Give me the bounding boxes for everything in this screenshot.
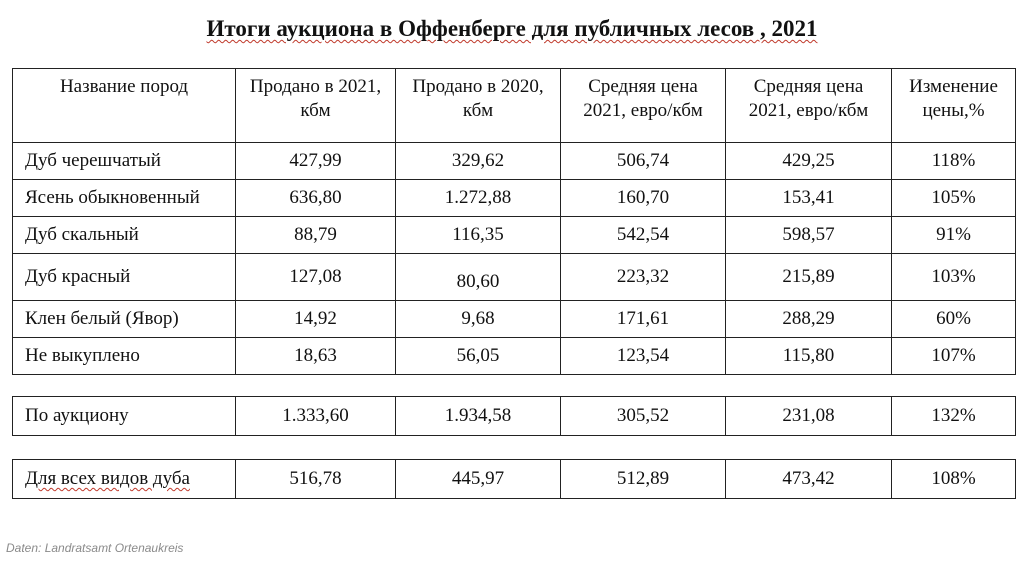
- cell-total-label: Для всех видов дуба: [13, 460, 236, 499]
- cell-avg-price-b: 231,08: [726, 397, 892, 436]
- cell-species: Дуб красный: [13, 254, 236, 301]
- auction-results-table: [12, 68, 1016, 375]
- cell-avg-price-a: 542,54: [561, 217, 726, 254]
- cell-sold-2021: 88,79: [236, 217, 396, 254]
- cell-sold-2021: 427,99: [236, 143, 396, 180]
- cell-price-change: 132%: [892, 397, 1016, 436]
- cell-price-change: 103%: [892, 254, 1016, 301]
- cell-avg-price-b: 429,25: [726, 143, 892, 180]
- cell-price-change: 118%: [892, 143, 1016, 180]
- cell-price-change: 108%: [892, 460, 1016, 499]
- table-row: [13, 180, 1016, 217]
- cell-price-change: 60%: [892, 301, 1016, 338]
- header-price-change: Изменение цены,%: [892, 69, 1016, 143]
- table-row: [13, 254, 1016, 301]
- cell-avg-price-b: 115,80: [726, 338, 892, 375]
- cell-sold-2020: 56,05: [396, 338, 561, 375]
- cell-avg-price-a: 223,32: [561, 254, 726, 301]
- header-species: Название пород: [13, 69, 236, 143]
- cell-avg-price-a: 512,89: [561, 460, 726, 499]
- source-caption: Daten: Landratsamt Ortenaukreis: [6, 541, 184, 555]
- table-row: [13, 143, 1016, 180]
- cell-sold-2020: 1.272,88: [396, 180, 561, 217]
- cell-sold-2020: 445,97: [396, 460, 561, 499]
- cell-sold-2020: 116,35: [396, 217, 561, 254]
- header-sold-2020: Продано в 2020, кбм: [396, 69, 561, 143]
- cell-avg-price-a: 123,54: [561, 338, 726, 375]
- cell-sold-2020: 9,68: [396, 301, 561, 338]
- cell-price-change: 105%: [892, 180, 1016, 217]
- table-row: [13, 338, 1016, 375]
- table-row: [13, 217, 1016, 254]
- header-sold-2021: Продано в 2021, кбм: [236, 69, 396, 143]
- cell-avg-price-a: 171,61: [561, 301, 726, 338]
- oak-total-row: [13, 460, 1016, 499]
- cell-avg-price-b: 153,41: [726, 180, 892, 217]
- cell-sold-2020: 80,60: [396, 254, 561, 301]
- oak-total-table: [12, 459, 1016, 499]
- auction-total-row: [13, 397, 1016, 436]
- cell-species: Ясень обыкновенный: [13, 180, 236, 217]
- cell-species: Не выкуплено: [13, 338, 236, 375]
- page-title: Итоги аукциона в Оффенберге для публичных лесов , 2021: [206, 16, 818, 41]
- cell-avg-price-a: 506,74: [561, 143, 726, 180]
- cell-avg-price-b: 598,57: [726, 217, 892, 254]
- cell-sold-2021: 516,78: [236, 460, 396, 499]
- cell-price-change: 107%: [892, 338, 1016, 375]
- cell-avg-price-b: 288,29: [726, 301, 892, 338]
- cell-total-label: По аукциону: [13, 397, 236, 436]
- cell-avg-price-a: 160,70: [561, 180, 726, 217]
- cell-sold-2021: 1.333,60: [236, 397, 396, 436]
- auction-total-table: [12, 396, 1016, 436]
- cell-sold-2020: 329,62: [396, 143, 561, 180]
- cell-sold-2021: 18,63: [236, 338, 396, 375]
- cell-avg-price-b: 215,89: [726, 254, 892, 301]
- cell-species: Клен белый (Явор): [13, 301, 236, 338]
- cell-sold-2021: 636,80: [236, 180, 396, 217]
- cell-sold-2021: 127,08: [236, 254, 396, 301]
- cell-species: Дуб черешчатый: [13, 143, 236, 180]
- header-avg-price-b: Средняя цена 2021, евро/кбм: [726, 69, 892, 143]
- header-avg-price-a: Средняя цена 2021, евро/кбм: [561, 69, 726, 143]
- cell-sold-2020: 1.934,58: [396, 397, 561, 436]
- cell-avg-price-a: 305,52: [561, 397, 726, 436]
- cell-price-change: 91%: [892, 217, 1016, 254]
- cell-sold-2021: 14,92: [236, 301, 396, 338]
- cell-species: Дуб скальный: [13, 217, 236, 254]
- table-row: [13, 301, 1016, 338]
- table-header-row: [13, 69, 1016, 143]
- cell-avg-price-b: 473,42: [726, 460, 892, 499]
